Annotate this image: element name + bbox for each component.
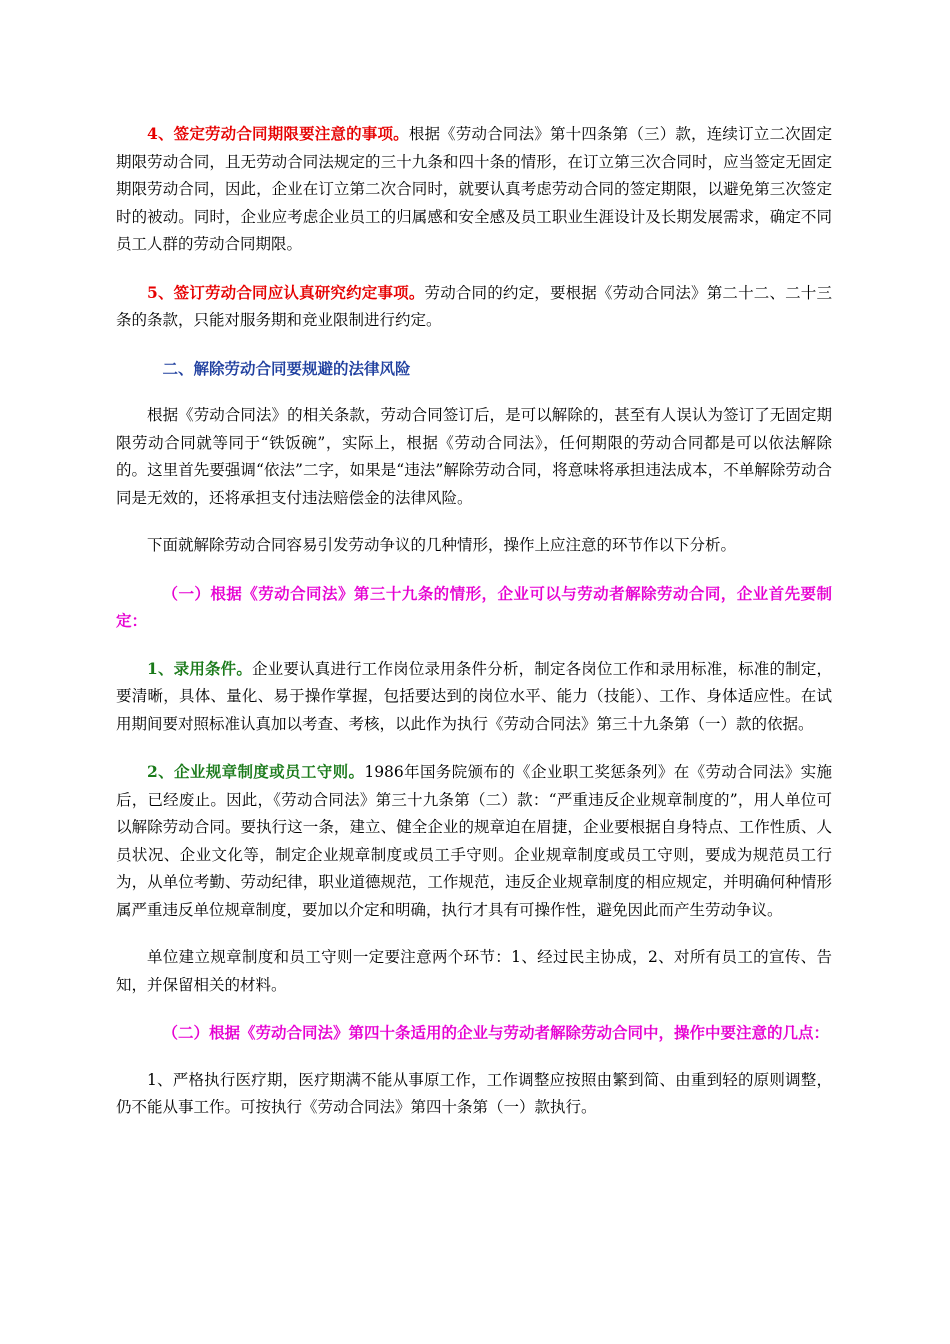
paragraph-body: 企业要认真进行工作岗位录用条件分析，制定各岗位工作和录用标准，标准的制定，要清晰，具体、量化、易于操作掌握，包括要达到的岗位水平、能力（技能）、工作、身体适应性。在试用期间要对照标准认真加以考查、考核，以此作为执行《劳动合同法》第三十九条第（一）款的依据。	[116, 659, 832, 733]
paragraph-lead: 2、企业规章制度或员工守则。	[147, 762, 365, 781]
paragraph-contract-term	[116, 120, 832, 259]
paragraph-medical-period: 1、严格执行医疗期，医疗期满不能从事原工作，工作调整应按照由繁到简、由重到轻的原则调整，仍不能从事工作。可按执行《劳动合同法》第四十条第（一）款执行。	[116, 1070, 832, 1116]
subsection-heading-article-39: （一）根据《劳动合同法》第三十九条的情形，企业可以与劳动者解除劳动合同，企业首先要制定：	[116, 583, 832, 630]
paragraph-lead: 4、签定劳动合同期限要注意的事项。	[147, 124, 409, 143]
paragraph-body: 1986年国务院颁布的《企业职工奖惩条列》在《劳动合同法》实施后，已经废止。因此，《劳动合同法》第三十九条第（二）款：“严重违反企业规章制度的”，用人单位可以解除劳动合同。要执行这一条，建立、健全企业的规章迫在眉捷，企业要根据自身特点、工作性质、人员状况、企业文化等，制定企业规章制度或员工手守则。企业规章制度或员工守则，要成为规范员工行为，从单位考勤、劳动纪律，职业道德规范，工作规范，违反企业规章制度的相应规定，并明确何种情形属严重违反单位规章制度，要加以介定和明确，执行才具有可操作性，避免因此而产生劳动争议。	[116, 763, 832, 919]
paragraph-termination-intro: 根据《劳动合同法》的相关条款，劳动合同签订后，是可以解除的，甚至有人误认为签订了无固定期限劳动合同就等同于“铁饭碗”，实际上，根据《劳动合同法》，任何期限的劳动合同都是可以依法解除的。这里首先要强调“依法”二字，如果是“违法”解除劳动合同，将意味将承担违法成本，不单解除劳动合同是无效的，还将承担支付违法赔偿金的法律风险。	[116, 406, 832, 507]
subsection-heading-article-40: （二）根据《劳动合同法》第四十条适用的企业与劳动者解除劳动合同中，操作中要注意的几点：	[162, 1023, 830, 1042]
paragraph-lead: 1、录用条件。	[147, 658, 253, 678]
document-page	[116, 120, 832, 1122]
paragraph-agreed-matters	[116, 279, 832, 335]
section-heading-termination-risk: 二、解除劳动合同要规避的法律风险	[162, 358, 411, 378]
paragraph-rules-steps: 单位建立规章制度和员工守则一定要注意两个环节：1、经过民主协成，2、对所有员工的宣传、告知，并保留相关的材料。	[116, 948, 832, 994]
paragraph-body: 根据《劳动合同法》第十四条第（三）款，连续订立二次固定期限劳动合同，且无劳动合同法规定的三十九条和四十条的情形，在订立第三次合同时，应当签定无固定期限劳动合同，因此，企业在订立第二次合同时，就要认真考虑劳动合同的签定期限，以避免第三次签定时的被动。同时，企业应考虑企业员工的归属感和安全感及员工职业生涯设计及长期发展需求，确定不同员工人群的劳动合同期限。	[116, 125, 832, 253]
paragraph-body: 劳动合同的约定，要根据《劳动合同法》第二十二、二十三条的条款，只能对服务期和竞业限制进行约定。	[116, 283, 832, 329]
paragraph-hiring-conditions	[116, 655, 832, 739]
paragraph-company-rules	[116, 758, 832, 924]
paragraph-lead: 5、签订劳动合同应认真研究约定事项。	[147, 282, 425, 302]
paragraph-analysis-intro: 下面就解除劳动合同容易引发劳动争议的几种情形，操作上应注意的环节作以下分析。	[147, 536, 737, 554]
